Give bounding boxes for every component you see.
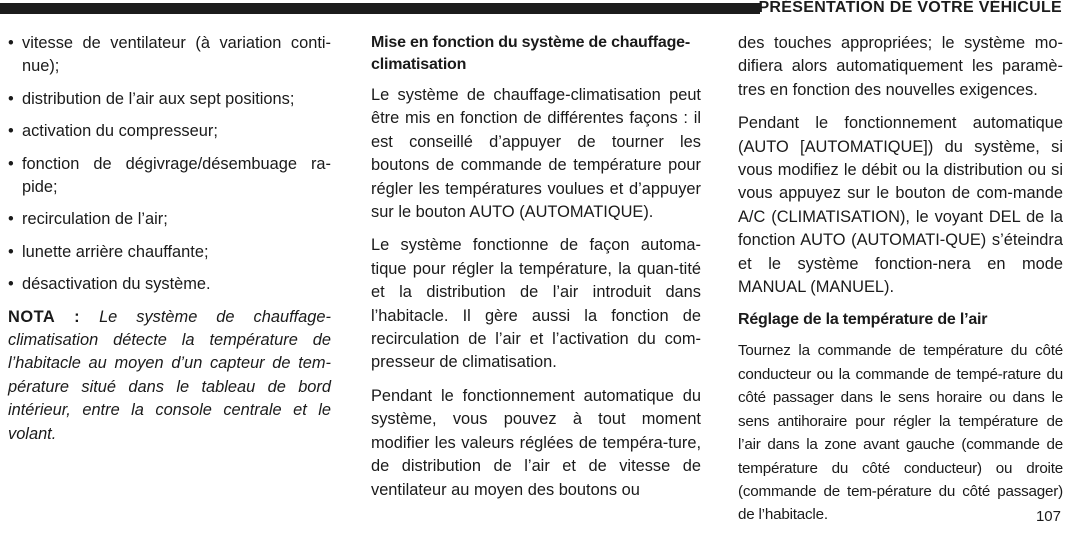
note-text: Le système de chauffage-climatisation détecte la température de l’habitacle au moyen d’un capteur de tem-pérature situé dans le tableau de bord intérieur, entre la console centrale et le volant. — [8, 307, 331, 443]
paragraph: des touches appropriées; le système mo-difiera alors automatiquement les paramè-tres en fonction des nouvelles exigences. — [738, 34, 1063, 99]
section-heading-temperature: Réglage de la température de l’air — [738, 311, 988, 329]
paragraph: Tournez la commande de température du côté conducteur ou la commande de tempé-rature du côté passager dans le sens horaire ou dans le sens antihoraire pour régler la température de l’air dans la zone avant gauche (commande de température du côté conducteur) ou droite (commande de tem-pérature du côté passager) de l’habitacle. — [738, 342, 1063, 524]
bullet-item: • activation du compresseur; — [8, 122, 218, 141]
paragraph: Pendant le fonctionnement automatique (AUTO [AUTOMATIQUE]) du système, si vous modifiez le débit ou la distribution ou si vous appuyez sur le bouton de com-mande A/C (CLIMATISATION), le voyant DEL de la fonction AUTO (AUTOMATI-QUE) s’éteindra et le système fonction-nera en mode MANUAL (MANUEL). — [738, 114, 1063, 297]
bullet-item: • lunette arrière chauffante; — [8, 242, 209, 261]
page-number: 107 — [1035, 508, 1061, 525]
running-header-title: PRÉSENTATION DE VOTRE VÉHICULE — [758, 0, 1062, 16]
note-block — [8, 306, 331, 446]
paragraph: Le système de chauffage-climatisation peut être mis en fonction de différentes façons : il est conseillé d’appuyer de tourner les boutons de commande de température pour régler les températures voulues et d’appuyer sur le bouton AUTO (AUTOMATIQUE). — [371, 86, 701, 222]
paragraph: Le système fonctionne de façon automa-tique pour régler la température, la quan-tité et la distribution de l’air introduit dans l’habitacle. Il gère aussi la fonction de recirculation de l’air et l’activation du com-presseur de climatisation. — [371, 236, 701, 372]
section-heading-activation: Mise en fonction du système de chauffage-climatisation — [371, 34, 690, 73]
bullet-item: • fonction de dégivrage/désembuage ra-pide; — [8, 154, 331, 197]
note-label: NOTA : — [8, 307, 81, 326]
bullet-item: • recirculation de l’air; — [8, 210, 168, 229]
bullet-item: • vitesse de ventilateur (à variation conti-nue); — [8, 34, 331, 76]
paragraph: Pendant le fonctionnement automatique du système, vous pouvez à tout moment modifier les valeurs réglées de tempéra-ture, de distribution de l’air et de vitesse de ventilateur au moyen des boutons ou — [371, 386, 701, 499]
header-rule — [0, 3, 760, 14]
feature-bullet-list — [8, 32, 331, 297]
bullet-item: • désactivation du système. — [8, 275, 211, 294]
column-right — [738, 32, 1063, 537]
column-left — [8, 32, 331, 446]
bullet-item: • distribution de l’air aux sept positions; — [8, 89, 295, 108]
column-middle — [371, 32, 701, 512]
